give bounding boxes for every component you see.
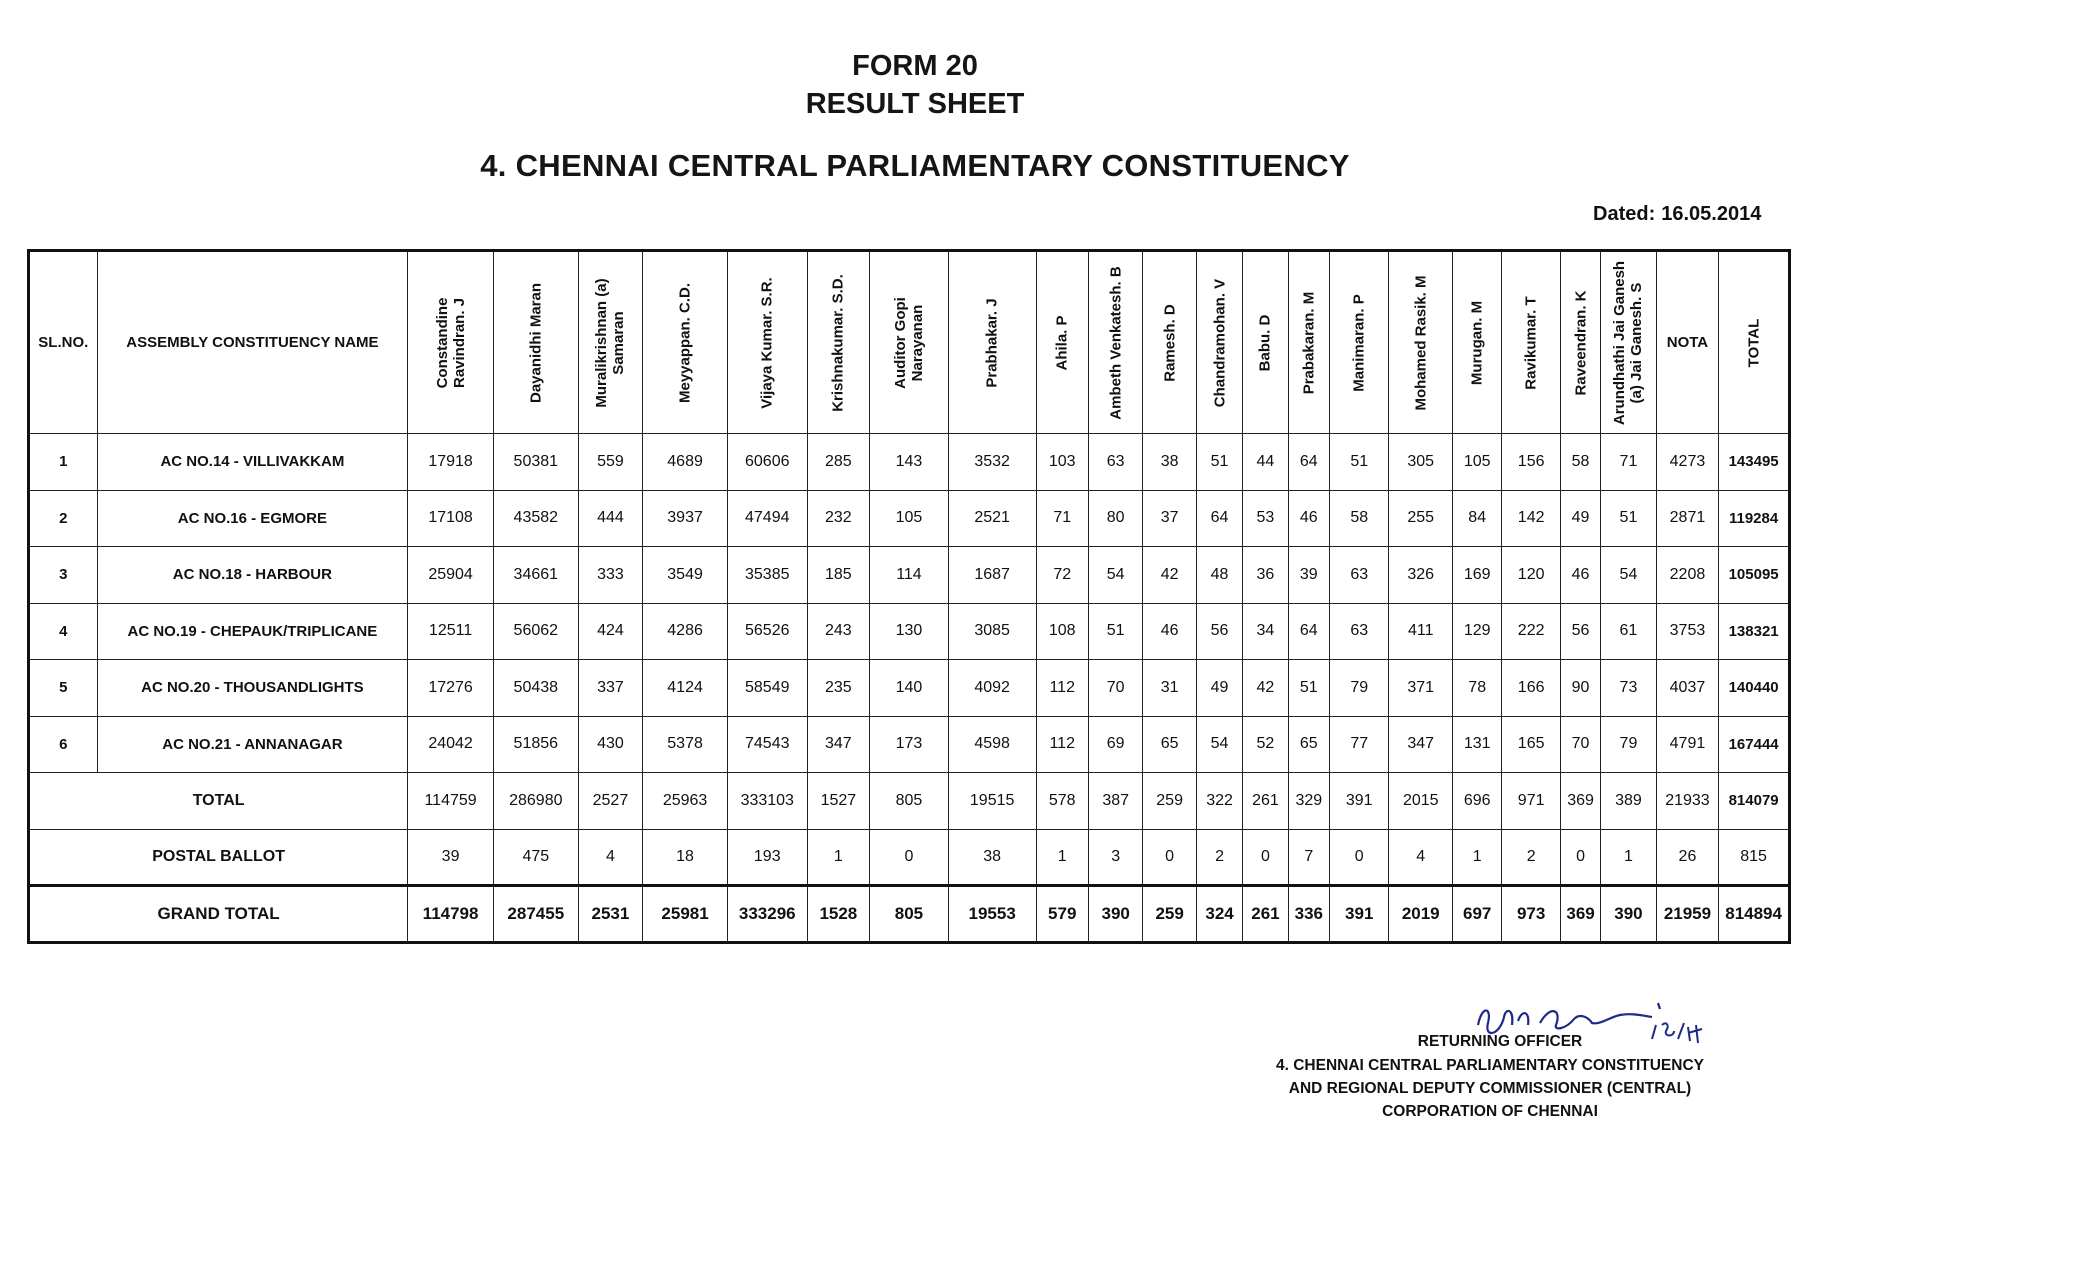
nota-cell: 3753 (1656, 603, 1719, 660)
vote-cell: 54 (1196, 716, 1242, 773)
vote-cell: 120 (1502, 547, 1560, 604)
vote-cell: 173 (870, 716, 949, 773)
vote-cell: 12511 (408, 603, 494, 660)
vote-cell: 578 (1036, 773, 1088, 830)
vote-cell: 51 (1329, 434, 1389, 491)
vote-cell: 4286 (643, 603, 728, 660)
vote-cell: 50438 (493, 660, 578, 717)
vote-cell: 77 (1329, 716, 1389, 773)
table-row (29, 716, 1790, 773)
vote-cell: 333103 (727, 773, 807, 830)
vote-cell: 58549 (727, 660, 807, 717)
vote-cell: 347 (807, 716, 870, 773)
vote-cell: 287455 (493, 886, 578, 943)
nota-cell: 2208 (1656, 547, 1719, 604)
candidate-header (948, 251, 1036, 434)
sl-number: 3 (29, 547, 98, 604)
vote-cell: 369 (1560, 886, 1600, 943)
vote-cell: 579 (1036, 886, 1088, 943)
candidate-header (1560, 251, 1600, 434)
vote-cell: 84 (1453, 490, 1502, 547)
vote-cell: 3937 (643, 490, 728, 547)
total-row (29, 773, 1790, 830)
vote-cell: 390 (1088, 886, 1142, 943)
vote-cell: 46 (1288, 490, 1329, 547)
row-total-cell: 814079 (1719, 773, 1790, 830)
vote-cell: 2527 (578, 773, 643, 830)
vote-cell: 337 (578, 660, 643, 717)
constituency-name: AC NO.20 - THOUSANDLIGHTS (97, 660, 408, 717)
constituency-name: AC NO.14 - VILLIVAKKAM (97, 434, 408, 491)
constituency-title: 4. CHENNAI CENTRAL PARLIAMENTARY CONSTITUENCY (480, 148, 1350, 183)
vote-cell: 2015 (1389, 773, 1453, 830)
vote-cell: 105 (870, 490, 949, 547)
vote-cell: 46 (1560, 547, 1600, 604)
dated-value: 16.05.2014 (1661, 203, 1762, 225)
vote-cell: 130 (870, 603, 949, 660)
vote-cell: 143 (870, 434, 949, 491)
vote-cell: 39 (408, 829, 494, 886)
candidate-name: Arundhathi Jai Ganesh (a) Jai Ganesh. S (1611, 260, 1646, 425)
vote-cell: 51 (1288, 660, 1329, 717)
vote-cell: 1528 (807, 886, 870, 943)
nota-cell: 26 (1656, 829, 1719, 886)
nota-cell: 4037 (1656, 660, 1719, 717)
vote-cell: 70 (1088, 660, 1142, 717)
officer-title: RETURNING OFFICER (1417, 1033, 1583, 1050)
vote-cell: 72 (1036, 547, 1088, 604)
vote-cell: 129 (1453, 603, 1502, 660)
row-total-cell: 814894 (1719, 886, 1790, 943)
vote-cell: 58 (1329, 490, 1389, 547)
vote-cell: 329 (1288, 773, 1329, 830)
vote-cell: 114 (870, 547, 949, 604)
candidate-header (1389, 251, 1453, 434)
vote-cell: 371 (1389, 660, 1453, 717)
vote-cell: 51 (1601, 490, 1656, 547)
vote-cell: 38 (1143, 434, 1196, 491)
vote-cell: 185 (807, 547, 870, 604)
vote-cell: 105 (1453, 434, 1502, 491)
vote-cell: 71 (1036, 490, 1088, 547)
vote-cell: 1527 (807, 773, 870, 830)
candidate-name: Muralikrishnan (a) Samaran (593, 277, 628, 408)
vote-cell: 324 (1196, 886, 1242, 943)
candidate-header (1502, 251, 1560, 434)
nota-cell: 21959 (1656, 886, 1719, 943)
vote-cell: 2 (1196, 829, 1242, 886)
vote-cell: 1 (1601, 829, 1656, 886)
vote-cell: 1 (807, 829, 870, 886)
vote-cell: 805 (870, 773, 949, 830)
row-total-cell: 140440 (1719, 660, 1790, 717)
candidate-name: Mohamed Rasik. M (1412, 274, 1430, 411)
vote-cell: 74543 (727, 716, 807, 773)
sl-number: 6 (29, 716, 98, 773)
vote-cell: 78 (1453, 660, 1502, 717)
table-row (29, 490, 1790, 547)
vote-cell: 261 (1243, 773, 1288, 830)
vote-cell: 17108 (408, 490, 494, 547)
vote-cell: 0 (1329, 829, 1389, 886)
vote-cell: 51 (1196, 434, 1242, 491)
vote-cell: 56 (1560, 603, 1600, 660)
vote-cell: 305 (1389, 434, 1453, 491)
row-total-cell: 119284 (1719, 490, 1790, 547)
vote-cell: 63 (1088, 434, 1142, 491)
candidate-header (1243, 251, 1288, 434)
vote-cell: 31 (1143, 660, 1196, 717)
sl-header: SL.NO. (29, 251, 98, 434)
vote-cell: 51856 (493, 716, 578, 773)
candidate-name: Krishnakumar. S.D. (829, 273, 847, 412)
vote-cell: 34 (1243, 603, 1288, 660)
candidate-name: Auditor Gopi Narayanan (891, 296, 926, 389)
vote-cell: 114759 (408, 773, 494, 830)
vote-cell: 54 (1088, 547, 1142, 604)
vote-cell: 39 (1288, 547, 1329, 604)
vote-cell: 3 (1088, 829, 1142, 886)
vote-cell: 336 (1288, 886, 1329, 943)
vote-cell: 50381 (493, 434, 578, 491)
table-row (29, 547, 1790, 604)
vote-cell: 696 (1453, 773, 1502, 830)
vote-cell: 63 (1329, 603, 1389, 660)
vote-cell: 25963 (643, 773, 728, 830)
vote-cell: 475 (493, 829, 578, 886)
postal-ballot-row (29, 829, 1790, 886)
vote-cell: 19553 (948, 886, 1036, 943)
vote-cell: 42 (1243, 660, 1288, 717)
nota-cell: 4273 (1656, 434, 1719, 491)
vote-cell: 697 (1453, 886, 1502, 943)
vote-cell: 73 (1601, 660, 1656, 717)
candidate-header (408, 251, 494, 434)
vote-cell: 4 (578, 829, 643, 886)
nota-header: NOTA (1656, 251, 1719, 434)
row-total-cell: 138321 (1719, 603, 1790, 660)
vote-cell: 49 (1196, 660, 1242, 717)
candidate-header (727, 251, 807, 434)
vote-cell: 333 (578, 547, 643, 604)
vote-cell: 114798 (408, 886, 494, 943)
vote-cell: 5378 (643, 716, 728, 773)
candidate-header (1601, 251, 1656, 434)
vote-cell: 25904 (408, 547, 494, 604)
total-row-label: TOTAL (29, 773, 408, 830)
vote-cell: 63 (1329, 547, 1389, 604)
officer-line-1: 4. CHENNAI CENTRAL PARLIAMENTARY CONSTITUENCY (1276, 1057, 1704, 1074)
vote-cell: 971 (1502, 773, 1560, 830)
vote-cell: 166 (1502, 660, 1560, 717)
vote-cell: 391 (1329, 886, 1389, 943)
vote-cell: 243 (807, 603, 870, 660)
vote-cell: 0 (1560, 829, 1600, 886)
vote-cell: 156 (1502, 434, 1560, 491)
total-header (1719, 251, 1790, 434)
vote-cell: 4092 (948, 660, 1036, 717)
candidate-name: Manimaran. P (1350, 293, 1368, 392)
candidate-header (1036, 251, 1088, 434)
vote-cell: 333296 (727, 886, 807, 943)
vote-cell: 48 (1196, 547, 1242, 604)
vote-cell: 3085 (948, 603, 1036, 660)
candidate-header (870, 251, 949, 434)
candidate-name: Raveendran. K (1572, 289, 1590, 396)
vote-cell: 17918 (408, 434, 494, 491)
candidate-name: Babu. D (1256, 314, 1274, 371)
candidate-name: Prabhakar. J (983, 297, 1001, 388)
vote-cell: 140 (870, 660, 949, 717)
candidate-header (1288, 251, 1329, 434)
vote-cell: 60606 (727, 434, 807, 491)
vote-cell: 37 (1143, 490, 1196, 547)
vote-cell: 34661 (493, 547, 578, 604)
vote-cell: 36 (1243, 547, 1288, 604)
table-row (29, 603, 1790, 660)
vote-cell: 108 (1036, 603, 1088, 660)
sl-number: 1 (29, 434, 98, 491)
dated-label: Dated: (1593, 203, 1656, 225)
vote-cell: 52 (1243, 716, 1288, 773)
vote-cell: 90 (1560, 660, 1600, 717)
candidate-header (643, 251, 728, 434)
vote-cell: 322 (1196, 773, 1242, 830)
vote-cell: 973 (1502, 886, 1560, 943)
vote-cell: 38 (948, 829, 1036, 886)
candidate-name: Dayanidhi Maran (527, 282, 545, 403)
row-total-cell: 815 (1719, 829, 1790, 886)
table-row (29, 660, 1790, 717)
vote-cell: 326 (1389, 547, 1453, 604)
candidate-name: Vijaya Kumar. S.R. (758, 276, 776, 409)
vote-cell: 411 (1389, 603, 1453, 660)
vote-cell: 65 (1288, 716, 1329, 773)
candidate-name: Meyyappan. C.D. (676, 282, 694, 403)
vote-cell: 444 (578, 490, 643, 547)
candidate-name: Ambeth Venkatesh. B (1107, 265, 1125, 420)
vote-cell: 255 (1389, 490, 1453, 547)
vote-cell: 390 (1601, 886, 1656, 943)
vote-cell: 47494 (727, 490, 807, 547)
candidate-header (1196, 251, 1242, 434)
grand-total-row (29, 886, 1790, 943)
constituency-name: AC NO.16 - EGMORE (97, 490, 408, 547)
vote-cell: 79 (1601, 716, 1656, 773)
vote-cell: 69 (1088, 716, 1142, 773)
vote-cell: 131 (1453, 716, 1502, 773)
vote-cell: 142 (1502, 490, 1560, 547)
candidate-name: Ramesh. D (1161, 303, 1179, 382)
vote-cell: 2531 (578, 886, 643, 943)
vote-cell: 285 (807, 434, 870, 491)
vote-cell: 4689 (643, 434, 728, 491)
vote-cell: 35385 (727, 547, 807, 604)
vote-cell: 222 (1502, 603, 1560, 660)
result-table (27, 249, 1791, 944)
constituency-name: AC NO.21 - ANNANAGAR (97, 716, 408, 773)
sl-number: 2 (29, 490, 98, 547)
candidate-name: Ahila. P (1053, 315, 1071, 371)
vote-cell: 0 (870, 829, 949, 886)
vote-cell: 112 (1036, 660, 1088, 717)
candidate-name: Prabakaran. M (1300, 291, 1318, 394)
vote-cell: 4598 (948, 716, 1036, 773)
vote-cell: 7 (1288, 829, 1329, 886)
candidate-name: Murugan. M (1468, 300, 1486, 385)
row-total-cell: 143495 (1719, 434, 1790, 491)
vote-cell: 64 (1288, 603, 1329, 660)
vote-cell: 424 (578, 603, 643, 660)
vote-cell: 559 (578, 434, 643, 491)
vote-cell: 1 (1036, 829, 1088, 886)
vote-cell: 79 (1329, 660, 1389, 717)
vote-cell: 43582 (493, 490, 578, 547)
sl-number: 5 (29, 660, 98, 717)
nota-cell: 21933 (1656, 773, 1719, 830)
candidate-header (1088, 251, 1142, 434)
row-total-cell: 105095 (1719, 547, 1790, 604)
vote-cell: 65 (1143, 716, 1196, 773)
vote-cell: 259 (1143, 773, 1196, 830)
sl-number: 4 (29, 603, 98, 660)
vote-cell: 430 (578, 716, 643, 773)
total-header-label: TOTAL (1745, 318, 1763, 367)
vote-cell: 80 (1088, 490, 1142, 547)
vote-cell: 1 (1453, 829, 1502, 886)
vote-cell: 169 (1453, 547, 1502, 604)
vote-cell: 17276 (408, 660, 494, 717)
vote-cell: 232 (807, 490, 870, 547)
form-title: FORM 20 (852, 50, 978, 82)
vote-cell: 64 (1288, 434, 1329, 491)
vote-cell: 2 (1502, 829, 1560, 886)
officer-line-2: AND REGIONAL DEPUTY COMMISSIONER (CENTRAL) (1288, 1080, 1692, 1097)
vote-cell: 51 (1088, 603, 1142, 660)
candidate-name: Chandramohan. V (1211, 278, 1229, 407)
vote-cell: 54 (1601, 547, 1656, 604)
vote-cell: 18 (643, 829, 728, 886)
table-row (29, 434, 1790, 491)
vote-cell: 19515 (948, 773, 1036, 830)
nota-cell: 2871 (1656, 490, 1719, 547)
vote-cell: 3532 (948, 434, 1036, 491)
nota-cell: 4791 (1656, 716, 1719, 773)
vote-cell: 259 (1143, 886, 1196, 943)
vote-cell: 56 (1196, 603, 1242, 660)
vote-cell: 387 (1088, 773, 1142, 830)
vote-cell: 58 (1560, 434, 1600, 491)
vote-cell: 4 (1389, 829, 1453, 886)
vote-cell: 4124 (643, 660, 728, 717)
constituency-name: AC NO.19 - CHEPAUK/TRIPLICANE (97, 603, 408, 660)
vote-cell: 391 (1329, 773, 1389, 830)
ac-name-header: ASSEMBLY CONSTITUENCY NAME (97, 251, 408, 434)
vote-cell: 71 (1601, 434, 1656, 491)
vote-cell: 193 (727, 829, 807, 886)
postal-ballot-row-label: POSTAL BALLOT (29, 829, 408, 886)
vote-cell: 46 (1143, 603, 1196, 660)
vote-cell: 112 (1036, 716, 1088, 773)
vote-cell: 42 (1143, 547, 1196, 604)
vote-cell: 44 (1243, 434, 1288, 491)
vote-cell: 49 (1560, 490, 1600, 547)
vote-cell: 805 (870, 886, 949, 943)
vote-cell: 2019 (1389, 886, 1453, 943)
header-row (29, 251, 1790, 434)
candidate-name: Ravikumar. T (1522, 295, 1540, 390)
vote-cell: 103 (1036, 434, 1088, 491)
sheet-title: RESULT SHEET (805, 88, 1025, 120)
vote-cell: 0 (1143, 829, 1196, 886)
officer-line-3: CORPORATION OF CHENNAI (1382, 1103, 1598, 1120)
candidate-header (493, 251, 578, 434)
vote-cell: 347 (1389, 716, 1453, 773)
constituency-name: AC NO.18 - HARBOUR (97, 547, 408, 604)
vote-cell: 261 (1243, 886, 1288, 943)
candidate-header (1453, 251, 1502, 434)
grand-total-row-label: GRAND TOTAL (29, 886, 408, 943)
vote-cell: 56062 (493, 603, 578, 660)
vote-cell: 235 (807, 660, 870, 717)
vote-cell: 61 (1601, 603, 1656, 660)
vote-cell: 64 (1196, 490, 1242, 547)
vote-cell: 165 (1502, 716, 1560, 773)
vote-cell: 24042 (408, 716, 494, 773)
vote-cell: 56526 (727, 603, 807, 660)
dated (1593, 203, 1767, 226)
candidate-name: Constandine Ravindran. J (433, 297, 468, 388)
vote-cell: 369 (1560, 773, 1600, 830)
vote-cell: 286980 (493, 773, 578, 830)
vote-cell: 3549 (643, 547, 728, 604)
candidate-header (1143, 251, 1196, 434)
vote-cell: 2521 (948, 490, 1036, 547)
vote-cell: 25981 (643, 886, 728, 943)
row-total-cell: 167444 (1719, 716, 1790, 773)
vote-cell: 1687 (948, 547, 1036, 604)
candidate-header (1329, 251, 1389, 434)
vote-cell: 0 (1243, 829, 1288, 886)
candidate-header (578, 251, 643, 434)
vote-cell: 389 (1601, 773, 1656, 830)
candidate-header (807, 251, 870, 434)
vote-cell: 53 (1243, 490, 1288, 547)
vote-cell: 70 (1560, 716, 1600, 773)
